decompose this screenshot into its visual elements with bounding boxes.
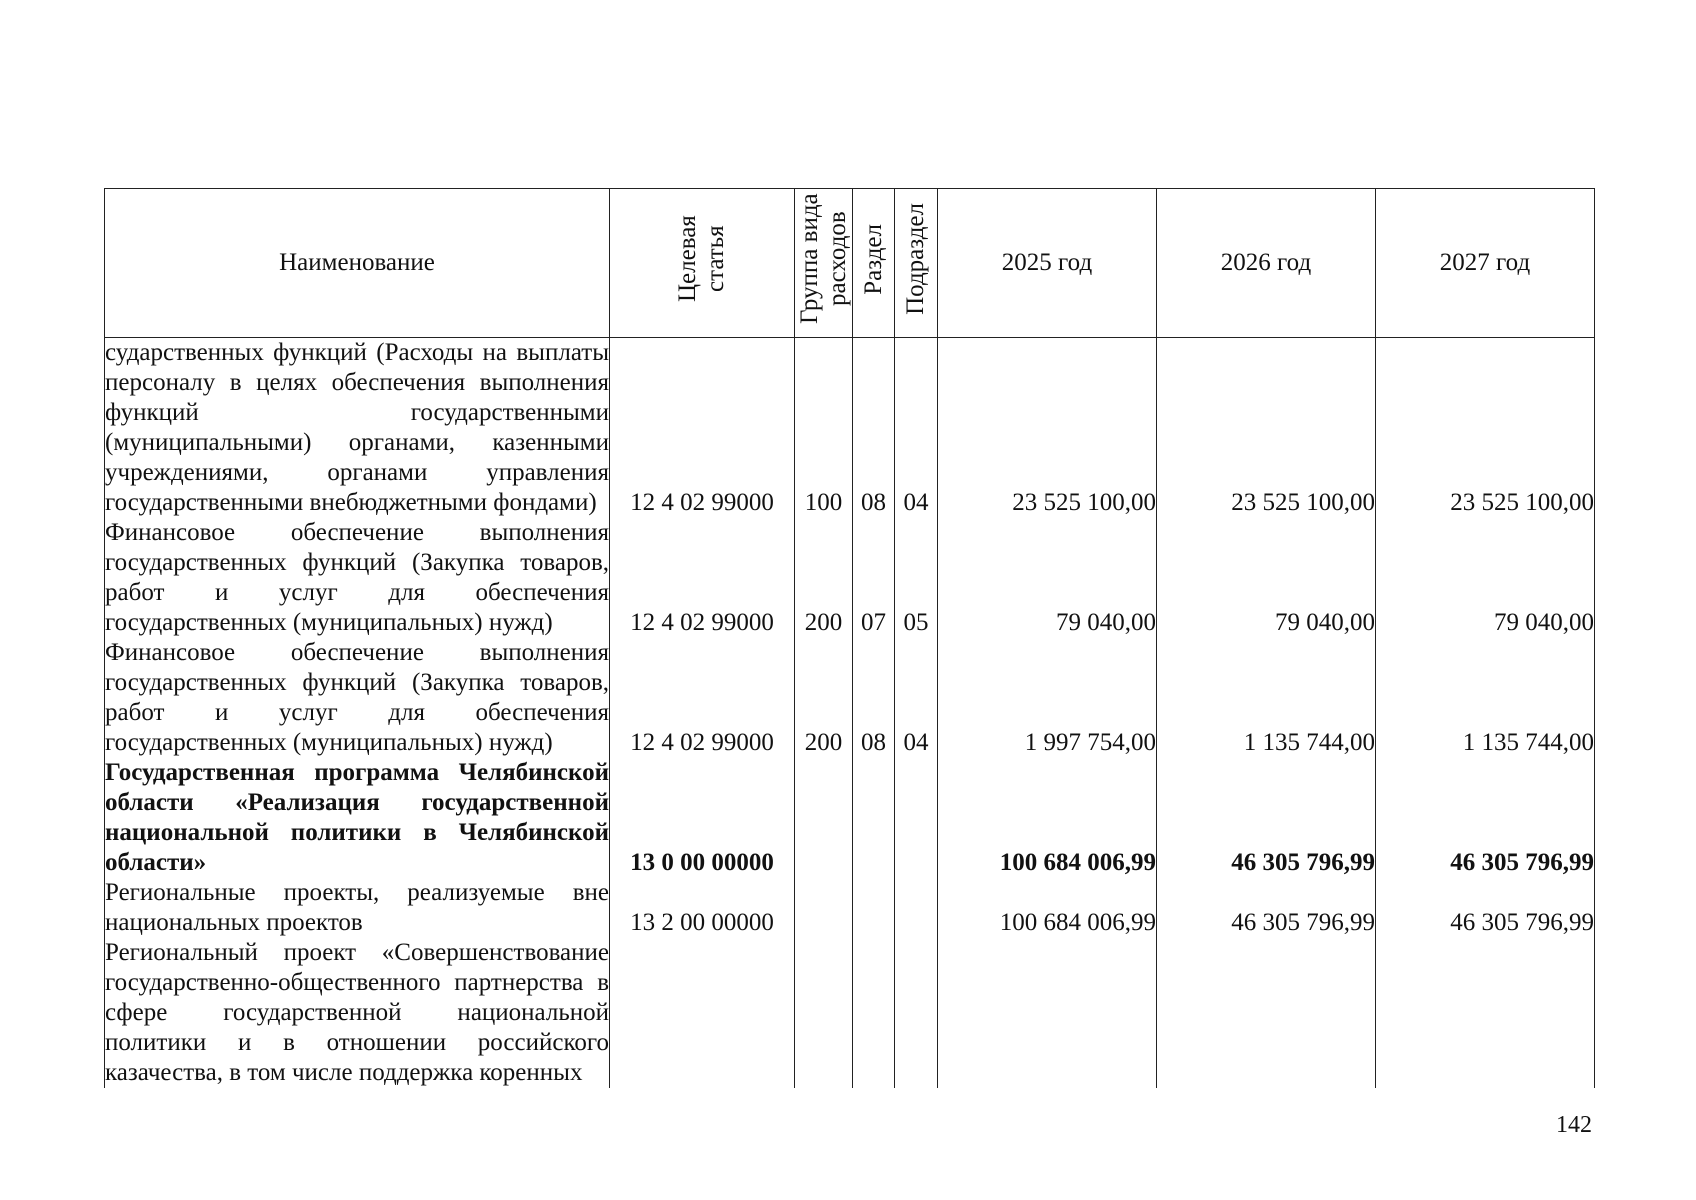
row-target: 13 0 00 00000 xyxy=(610,758,795,878)
row-subsection: 05 xyxy=(895,518,938,638)
header-2027: 2027 год xyxy=(1376,189,1595,338)
row-name: Финансовое обеспечение выполнения государственных функций (Закупка товаров, работ и услуг для обеспечения государственных (муниципальных) нужд) xyxy=(105,519,609,636)
row-section: 08 xyxy=(853,338,895,519)
row-2025: 23 525 100,00 xyxy=(938,338,1157,519)
row-2026: 46 305 796,99 xyxy=(1157,758,1376,878)
header-section: Раздел xyxy=(853,189,895,338)
table-header xyxy=(105,189,1595,338)
table-row xyxy=(105,878,1595,938)
row-group: 200 xyxy=(795,638,853,758)
row-name: Финансовое обеспечение выполнения государственных функций (Закупка товаров, работ и услуг для обеспечения государственных (муниципальных) нужд) xyxy=(105,639,609,756)
row-2025 xyxy=(938,938,1157,1088)
row-section: 08 xyxy=(853,638,895,758)
row-subsection xyxy=(895,878,938,938)
row-2027 xyxy=(1376,938,1595,1088)
row-2027: 1 135 744,00 xyxy=(1376,638,1595,758)
row-2026: 46 305 796,99 xyxy=(1157,878,1376,938)
row-group xyxy=(795,938,853,1088)
row-target: 13 2 00 00000 xyxy=(610,878,795,938)
row-2025: 1 997 754,00 xyxy=(938,638,1157,758)
header-2026: 2026 год xyxy=(1157,189,1376,338)
row-2025: 79 040,00 xyxy=(938,518,1157,638)
row-group: 100 xyxy=(795,338,853,519)
row-2027: 46 305 796,99 xyxy=(1376,878,1595,938)
row-2026: 23 525 100,00 xyxy=(1157,338,1376,519)
row-target xyxy=(610,938,795,1088)
row-2025: 100 684 006,99 xyxy=(938,878,1157,938)
header-2025: 2025 год xyxy=(938,189,1157,338)
row-target: 12 4 02 99000 xyxy=(610,638,795,758)
row-section xyxy=(853,878,895,938)
row-section: 07 xyxy=(853,518,895,638)
row-subsection xyxy=(895,758,938,878)
header-group: Группа вида расходов xyxy=(795,189,853,338)
row-2026: 1 135 744,00 xyxy=(1157,638,1376,758)
row-target: 12 4 02 99000 xyxy=(610,518,795,638)
row-name: Региональные проекты, реализуемые вне национальных проектов xyxy=(105,879,609,936)
row-2027: 79 040,00 xyxy=(1376,518,1595,638)
row-section xyxy=(853,938,895,1088)
row-2026: 79 040,00 xyxy=(1157,518,1376,638)
row-subsection: 04 xyxy=(895,338,938,519)
row-subsection xyxy=(895,938,938,1088)
budget-table xyxy=(104,188,1595,1088)
table-row xyxy=(105,338,1595,519)
table-row xyxy=(105,758,1595,878)
row-group xyxy=(795,878,853,938)
row-2027: 23 525 100,00 xyxy=(1376,338,1595,519)
row-2027: 46 305 796,99 xyxy=(1376,758,1595,878)
row-section xyxy=(853,758,895,878)
row-name: Региональный проект «Совершенствование государственно-общественного партнерства в сфере государственной национальной политики и в отношении российского казачества, в том числе поддержка коренных xyxy=(105,939,609,1086)
row-name: сударственных функций (Расходы на выплаты персоналу в целях обеспечения выполнения функций государственными (муниципальными) органами, казенными учреждениями, органами управления государственными внебюджетными фондами) xyxy=(105,339,609,516)
row-subsection: 04 xyxy=(895,638,938,758)
row-2025: 100 684 006,99 xyxy=(938,758,1157,878)
table-row xyxy=(105,638,1595,758)
row-group: 200 xyxy=(795,518,853,638)
row-target: 12 4 02 99000 xyxy=(610,338,795,519)
table-row xyxy=(105,938,1595,1088)
row-2026 xyxy=(1157,938,1376,1088)
row-group xyxy=(795,758,853,878)
header-target: Целевая статья xyxy=(610,189,795,338)
row-name: Государственная программа Челябинской области «Реализация государственной национальной политики в Челябинской области» xyxy=(105,759,609,876)
header-name: Наименование xyxy=(105,189,610,338)
header-subsection: Подраздел xyxy=(895,189,938,338)
page-number: 142 xyxy=(1556,1112,1592,1138)
table-row xyxy=(105,518,1595,638)
